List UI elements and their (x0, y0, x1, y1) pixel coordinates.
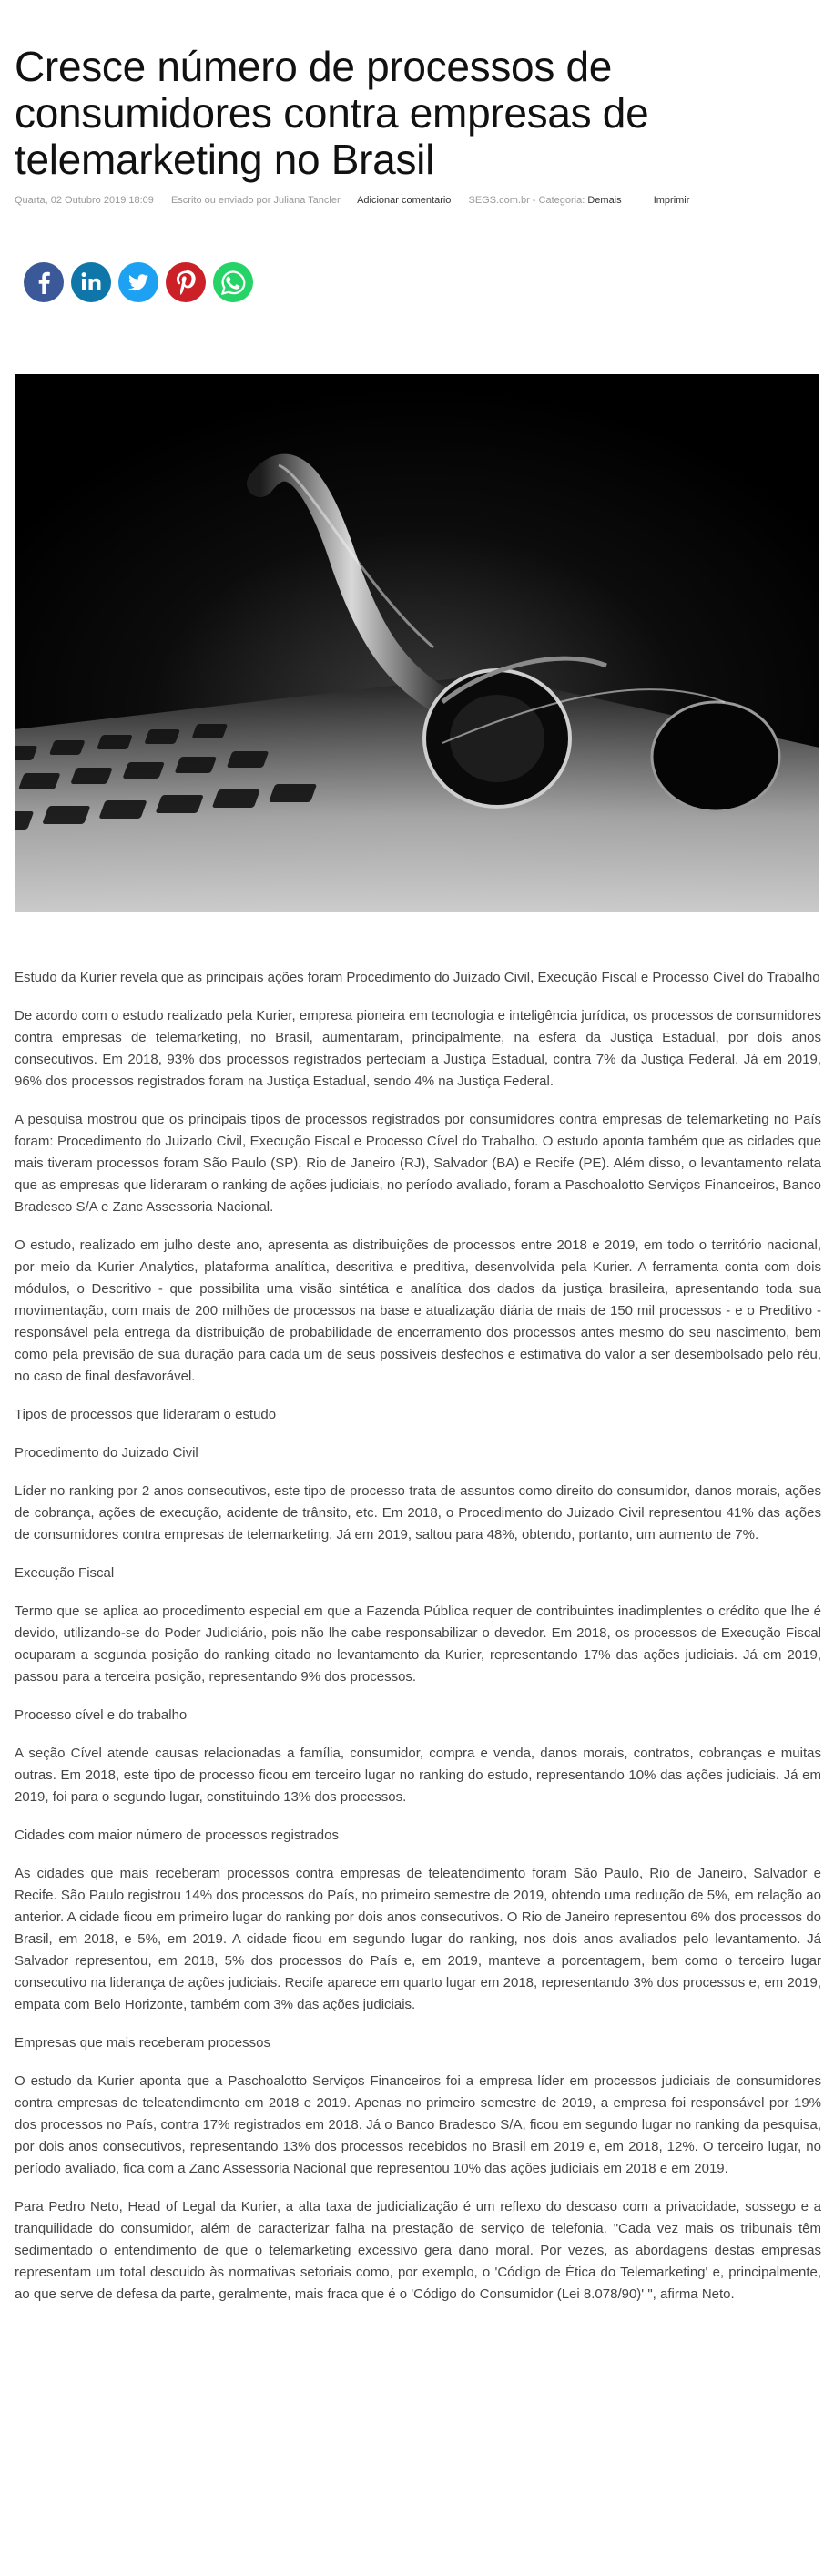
print-link[interactable]: Imprimir (653, 195, 690, 206)
pinterest-share-button[interactable] (166, 262, 206, 302)
article-paragraph: Líder no ranking por 2 anos consecutivos, este tipo de processo trata de assuntos como direito do consumidor, danos morais, ações de cobrança, ações de execução, acidente de trânsito, etc. Em 2018, o Procedimento do Juizado Civil representou 41% das ações de consumidores contra empresas de telemarketing. Já em 2019, saltou para 48%, obtendo, portanto, um aumento de 7%. (15, 1483, 821, 1543)
section-heading: Procedimento do Juizado Civil (15, 1445, 198, 1461)
category-info (469, 195, 622, 206)
author-credit: Escrito ou enviado por Juliana Tancler (170, 195, 341, 206)
article-paragraph: Termo que se aplica ao procedimento especial em que a Fazenda Pública requer de contribuintes inadimplentes o crédito que lhe é devido, utilizando-se do Poder Judiciário, pois não lhe cabe responsabilizar o devedor. Em 2018, os processos de Execução Fiscal ocuparam a segunda posição do ranking citado no levantamento da Kurier, representando 17% das ações judiciais. Já em 2019, passou para a terceira posição, representando 9% dos processos. (15, 1604, 821, 1685)
twitter-icon (118, 262, 158, 302)
article-paragraph: As cidades que mais receberam processos contra empresas de teleatendimento foram São Paulo, Rio de Janeiro, Salvador e Recife. São Paulo registrou 14% dos processos do País, no primeiro semestre de 2019, obtendo uma redução de 5%, em relação ao anterior. A cidade ficou em primeiro lugar do ranking por dois anos consecutivos. O Rio de Janeiro representou 6% dos processos do Brasil, em 2018, e 5%, em 2019. A cidade ficou em segundo lugar do ranking, nos dois anos avaliados pelo levantamento. Já Salvador representou, em 2018, 5% dos processos do País e, em 2019, manteve a porcentagem, bem como o terceiro lugar consecutivo na liderança de ações judiciais. Recife aparece em quarto lugar em 2018, representando 3% dos processos e, em 2019, empata com Belo Horizonte, também com 3% das ações judiciais. (15, 1866, 821, 2012)
section-heading: Execução Fiscal (15, 1565, 115, 1581)
article-paragraph: A seção Cível atende causas relacionadas a família, consumidor, compra e venda, danos morais, contratos, cobranças e muitas outras. Em 2018, este tipo de processo ficou em terceiro lugar no ranking do estudo, representando 10% das ações judiciais. Já em 2019, foi para o segundo lugar, constituindo 13% dos processos. (15, 1746, 821, 1805)
section-heading: Tipos de processos que lideraram o estudo (15, 1407, 277, 1422)
facebook-share-button[interactable] (24, 262, 64, 302)
linkedin-icon (71, 262, 111, 302)
category-link[interactable]: Demais (587, 195, 622, 206)
facebook-icon (24, 262, 64, 302)
publish-date: Quarta, 02 Outubro 2019 18:09 (15, 195, 154, 206)
add-comment-link[interactable]: Adicionar comentario (357, 195, 452, 206)
headset-keyboard-photo (15, 374, 819, 912)
article-hero-image (15, 374, 819, 912)
article-lead: Estudo da Kurier revela que as principais ações foram Procedimento do Juizado Civil, Execução Fiscal e Processo Cível do Trabalho (15, 970, 820, 985)
article-paragraph: A pesquisa mostrou que os principais tipos de processos registrados por consumidores contra empresas de telemarketing no País foram: Procedimento do Juizado Civil, Execução Fiscal e Processo Cível do Trabalho. O estudo aponta também que as cidades que mais tiveram processos foram São Paulo (SP), Rio de Janeiro (RJ), Salvador (BA) e Recife (PE). Além disso, o levantamento relata que as empresas que lideraram o ranking de ações judiciais, no período avaliado, foram a Paschoalotto Serviços Financeiros, Banco Bradesco S/A e Zanc Assessoria Nacional. (15, 1112, 821, 1215)
article-paragraph: Para Pedro Neto, Head of Legal da Kurier, a alta taxa de judicialização é um reflexo do descaso com a privacidade, sossego e a tranquilidade do consumidor, além de caracterizar falha na prestação de serviço de telefonia. "Cada vez mais os tribunais têm sedimentado o entendimento de que o telemarketing excessivo gera dano moral. Por vezes, as abordagens destas empresas representam um total descuido às normativas setoriais como, por exemplo, o 'Código de Ética do Telemarketing' e, principalmente, ao que serve de defesa da parte, geralmente, mais fraca que é o 'Código do Consumidor (Lei 8.078/90)' ", afirma Neto. (15, 2199, 821, 2302)
article-title: Cresce número de processos de consumidores contra empresas de telemarketing no Brasil (15, 43, 649, 183)
article-paragraph: De acordo com o estudo realizado pela Kurier, empresa pioneira em tecnologia e inteligência jurídica, os processos de consumidores contra empresas de telemarketing, no Brasil, aumentaram, principalmente, na esfera da Justiça Estadual, por dois anos consecutivos. Em 2018, 93% dos processos registrados perteciam a Justiça Estadual, contra 7% da Justiça Federal. Já em 2019, 96% dos processos registrados foram na Justiça Estadual, sendo 4% na Justiça Federal. (15, 1008, 821, 1089)
article-paragraph: O estudo, realizado em julho deste ano, apresenta as distribuições de processos entre 2018 e 2019, em todo o território nacional, por meio da Kurier Analytics, plataforma analítica, descritiva e preditiva, desenvolvida pela Kurier. A ferramenta conta com dois módulos, o Descritivo - que possibilita uma visão sintética e analítica dos dados da justiça brasileira, apresentando toda sua movimentação, com mais de 200 milhões de processos na base e atualização diária de mais de 150 mil processos - e o Preditivo - responsável pela entrega da distribuição de probabilidade de encerramento dos processos antes mesmo do seu nascimento, bem como pela previsão de sua duração para cada um de seus possíveis desfechos e estimativa do valor a ser desembolsado pelo réu, no caso de final desfavorável. (15, 1237, 821, 1384)
article-paragraph: O estudo da Kurier aponta que a Paschoalotto Serviços Financeiros foi a empresa líder em processos judiciais de consumidores contra empresas de teleatendimento em 2018 e 2019. Apenas no primeiro semestre de 2019, a empresa foi responsável por 19% dos processos no País, contra 17% registrados em 2018. Já o Banco Bradesco S/A, ficou em segundo lugar no ranking da pesquisa, por dois anos consecutivos, representando 13% dos processos recebidos no Brasil em 2019 e, em 2018, 12%. O terceiro lugar, no período avaliado, fica com a Zanc Assessoria Nacional que representou 10% das ações judiciais em 2018 e em 2019. (15, 2073, 821, 2176)
section-heading: Processo cível e do trabalho (15, 1707, 188, 1723)
section-heading: Cidades com maior número de processos registrados (15, 1828, 339, 1843)
linkedin-share-button[interactable] (71, 262, 111, 302)
whatsapp-icon (213, 262, 253, 302)
pinterest-icon (166, 262, 206, 302)
article-meta (15, 193, 825, 209)
whatsapp-share-button[interactable] (213, 262, 253, 302)
article-body (15, 967, 821, 2322)
section-heading: Empresas que mais receberam processos (15, 2035, 270, 2051)
category-prefix: SEGS.com.br - Categoria: (468, 195, 585, 206)
twitter-share-button[interactable] (118, 262, 158, 302)
